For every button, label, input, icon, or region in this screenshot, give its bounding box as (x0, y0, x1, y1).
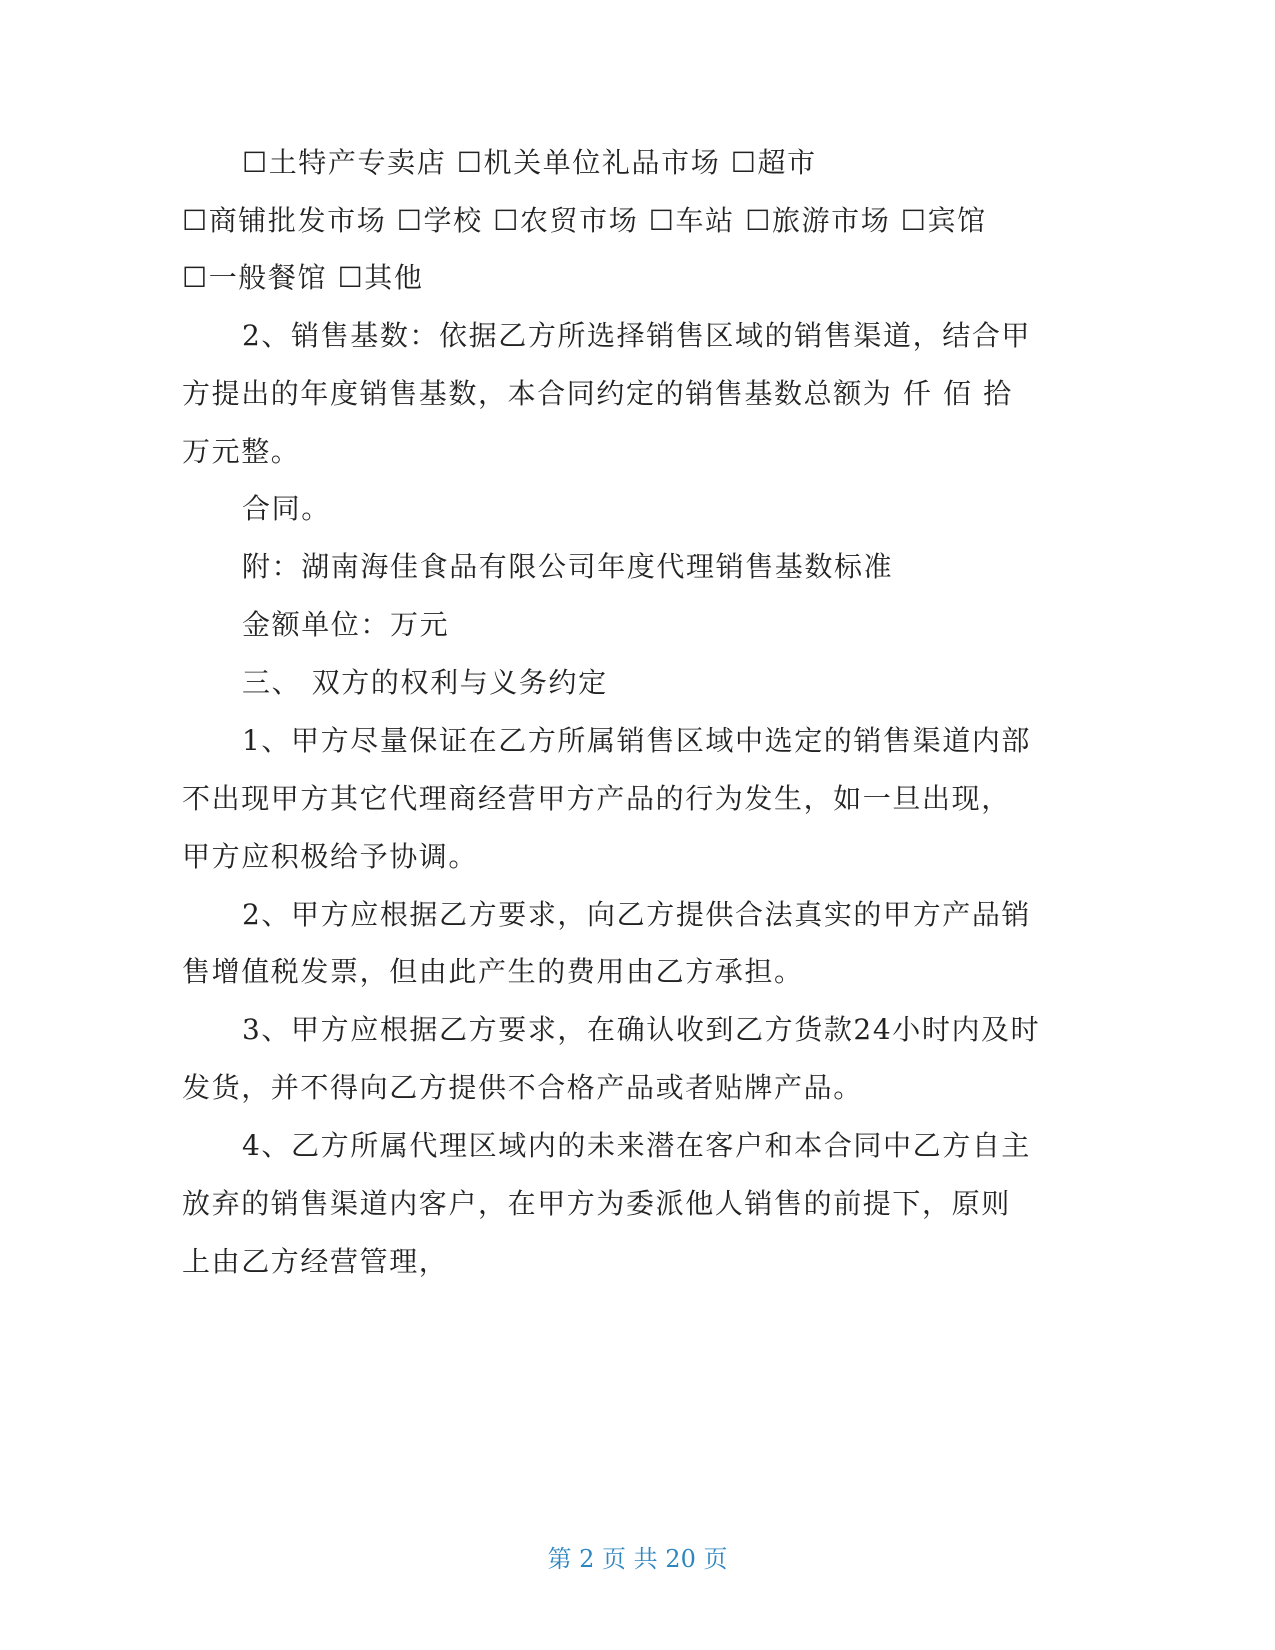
paragraph-line: 售增值税发票，但由此产生的费用由乙方承担。 (182, 955, 804, 988)
checkbox-line-1: ☐土特产专卖店 ☐机关单位礼品市场 ☐超市 (242, 146, 817, 179)
paragraph-line: 3、甲方应根据乙方要求，在确认收到乙方货款24小时内及时 (242, 1013, 1041, 1046)
paragraph-line: 2、销售基数：依据乙方所选择销售区域的销售渠道，结合甲 (242, 319, 1032, 352)
paragraph-line: 万元整。 (182, 435, 301, 468)
appendix-line: 附：湖南海佳食品有限公司年度代理销售基数标准 (242, 550, 894, 583)
paragraph-line: 1、甲方尽量保证在乙方所属销售区域中选定的销售渠道内部 (242, 724, 1032, 757)
checkbox-line-3: ☐一般餐馆 ☐其他 (182, 261, 424, 294)
checkbox-line-2: ☐商铺批发市场 ☐学校 ☐农贸市场 ☐车站 ☐旅游市场 ☐宾馆 (182, 204, 987, 237)
paragraph-line: 不出现甲方其它代理商经营甲方产品的行为发生，如一旦出现， (182, 782, 1011, 815)
paragraph-line: 发货，并不得向乙方提供不合格产品或者贴牌产品。 (182, 1071, 863, 1104)
paragraph-line: 甲方应积极给予协调。 (182, 840, 479, 873)
paragraph-line: 放弃的销售渠道内客户，在甲方为委派他人销售的前提下，原则 (182, 1187, 1011, 1220)
page-footer: 第 2 页 共 20 页 (547, 1545, 728, 1573)
paragraph-line: 合同。 (242, 492, 331, 525)
unit-line: 金额单位：万元 (242, 608, 450, 641)
paragraph-line: 4、乙方所属代理区域内的未来潜在客户和本合同中乙方自主 (242, 1129, 1032, 1162)
paragraph-line: 2、甲方应根据乙方要求，向乙方提供合法真实的甲方产品销 (242, 898, 1032, 931)
paragraph-line: 方提出的年度销售基数，本合同约定的销售基数总额为 仟 佰 拾 (182, 377, 1013, 410)
section-heading: 三、 双方的权利与义务约定 (242, 666, 608, 699)
paragraph-line: 上由乙方经营管理， (182, 1245, 449, 1278)
